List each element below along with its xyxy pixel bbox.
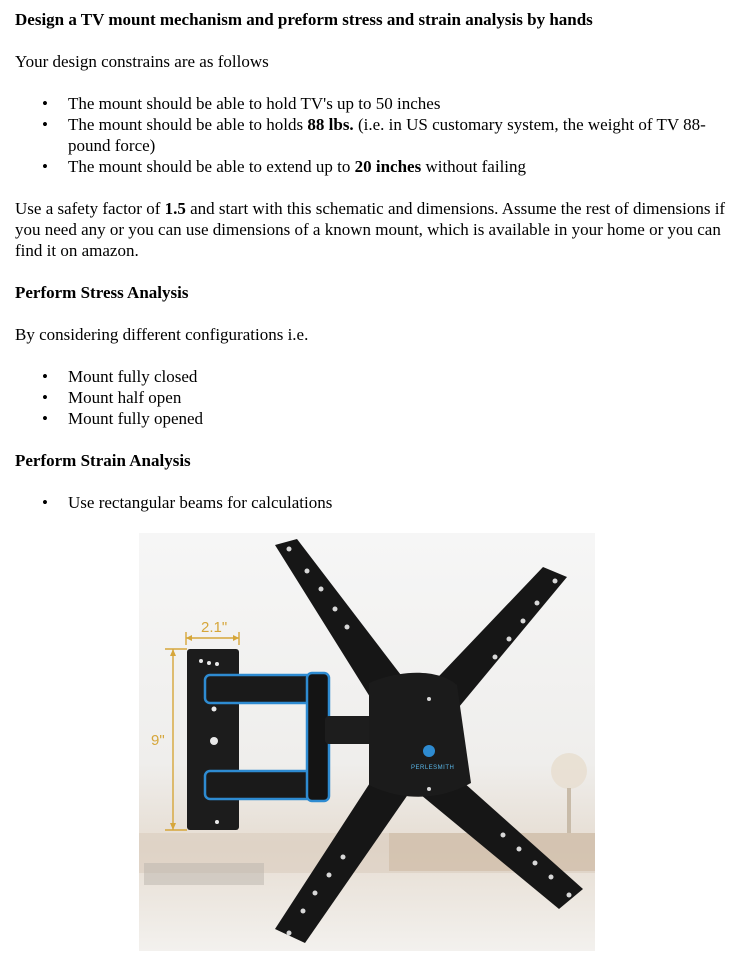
height-dimension-label: 9" [151,732,165,749]
strain-list [15,492,727,513]
width-dimension-label: 2.1" [201,619,228,636]
brand-logo-icon [423,745,435,757]
strain-heading: Perform Strain Analysis [15,451,191,470]
stress-heading: Perform Stress Analysis [15,283,189,302]
safety-factor-paragraph: Use a safety factor of 1.5 and start with this schematic and dimensions. Assume the rest of dimensions if you need any or you can use dimensions of a known mount, which is available in your home or you can find it on amazon. [15,199,726,260]
constraints-intro: Your design constrains are as follows [15,52,269,71]
strain-item: • Use rectangular beams for calculations [15,492,727,513]
constraint-item: • The mount should be able to hold TV's up to 50 inches [15,93,727,114]
lamp-shade [551,753,587,789]
sofa-shadow [144,863,264,885]
configuration-item: • Mount half open [15,387,727,408]
configurations-list [15,366,727,429]
configuration-item: • Mount fully closed [15,366,727,387]
constraints-list [15,93,727,177]
constraint-item: • The mount should be able to extend up to 20 inches without failing [15,156,727,177]
brand-label: PERLESMITH [411,765,455,771]
constraint-item: • The mount should be able to holds 88 lbs. (i.e. in US customary system, the weight of TV 88-pound force) [15,114,727,156]
stress-intro: By considering different configurations i.e. [15,325,309,344]
document-body [15,9,727,513]
assignment-title: Design a TV mount mechanism and preform stress and strain analysis by hands [15,10,593,29]
configuration-item: • Mount fully opened [15,408,727,429]
tv-mount-schematic-image [139,533,595,951]
lamp-stand [567,788,571,833]
